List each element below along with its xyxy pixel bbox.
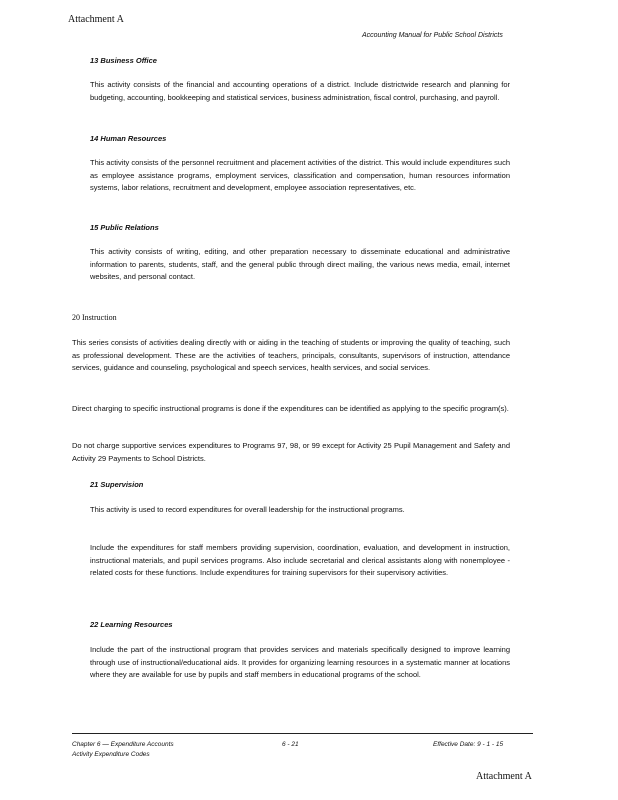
section-14-body: This activity consists of the personnel recruitment and placement activities of the district. This would include expenditures such as employee assistance programs, employment services, classification and compensation, human resources information systems, labor relations, recruitment and development, employee association representatives, etc.	[90, 158, 510, 192]
section-22-title: 22 Learning Resources	[90, 620, 173, 629]
section-13-body: This activity consists of the financial and accounting operations of a district. Include districtwide research and planning for budgeting, accounting, bookkeeping and statistical services, business administration, fiscal control, purchasing, and payroll.	[90, 80, 510, 102]
footer-chapter: Chapter 6 — Expenditure Accounts	[72, 741, 174, 748]
footer-page-number: 6 - 21	[282, 741, 299, 748]
section-21-paragraph-2: Include the expenditures for staff members providing supervision, coordination, evaluation, and development in instruction, instructional materials, and pupil services programs. Also include secretarial and clerical assistants along with nonemployee -related costs for these functions. Include expenditures for training supervisors for their supervisory activities.	[90, 543, 510, 577]
section-21-paragraph-1: This activity is used to record expenditures for overall leadership for the instructional programs.	[90, 505, 405, 514]
running-header: Accounting Manual for Public School Districts	[362, 32, 503, 39]
section-20-paragraph-2: Direct charging to specific instructional programs is done if the expenditures can be identified as applying to the specific program(s).	[72, 404, 509, 413]
footer-effective-date: Effective Date: 9 - 1 - 15	[433, 741, 504, 748]
section-21-title: 21 Supervision	[90, 480, 144, 489]
section-20-paragraph-3: Do not charge supportive services expenditures to Programs 97, 98, or 99 except for Activity 25 Pupil Management and Safety and Activity 29 Payments to School Districts.	[72, 441, 510, 463]
attachment-label-bottom: Attachment A	[476, 771, 532, 782]
attachment-label-top: Attachment A	[68, 14, 124, 25]
section-14-title: 14 Human Resources	[90, 134, 167, 143]
section-20-paragraph-1: This series consists of activities dealing directly with or aiding in the teaching of students or improving the quality of teaching, such as professional development. These are the activities of teachers, principals, consultants, supervisors of instruction, attendance services, guidance and counseling, psychological and speech services, health services, and social services.	[72, 338, 510, 372]
footer-rule	[72, 733, 533, 734]
section-13-title: 13 Business Office	[90, 56, 157, 65]
section-15-title: 15 Public Relations	[90, 223, 159, 232]
footer-activity: Activity Expenditure Codes	[72, 751, 150, 758]
section-22-body: Include the part of the instructional program that provides services and materials specifically designed to improve learning through use of instructional/educational aids. It provides for organizing learning resources in a systematic manner at locations where they are available for use by pupils and staff members in educational programs of the school.	[90, 645, 510, 679]
section-15-body: This activity consists of writing, editing, and other preparation necessary to disseminate educational and administrative information to parents, students, staff, and the general public through direct mailing, the various news media, email, internet websites, and personal contact.	[90, 247, 510, 281]
section-20-title: 20 Instruction	[72, 313, 117, 322]
